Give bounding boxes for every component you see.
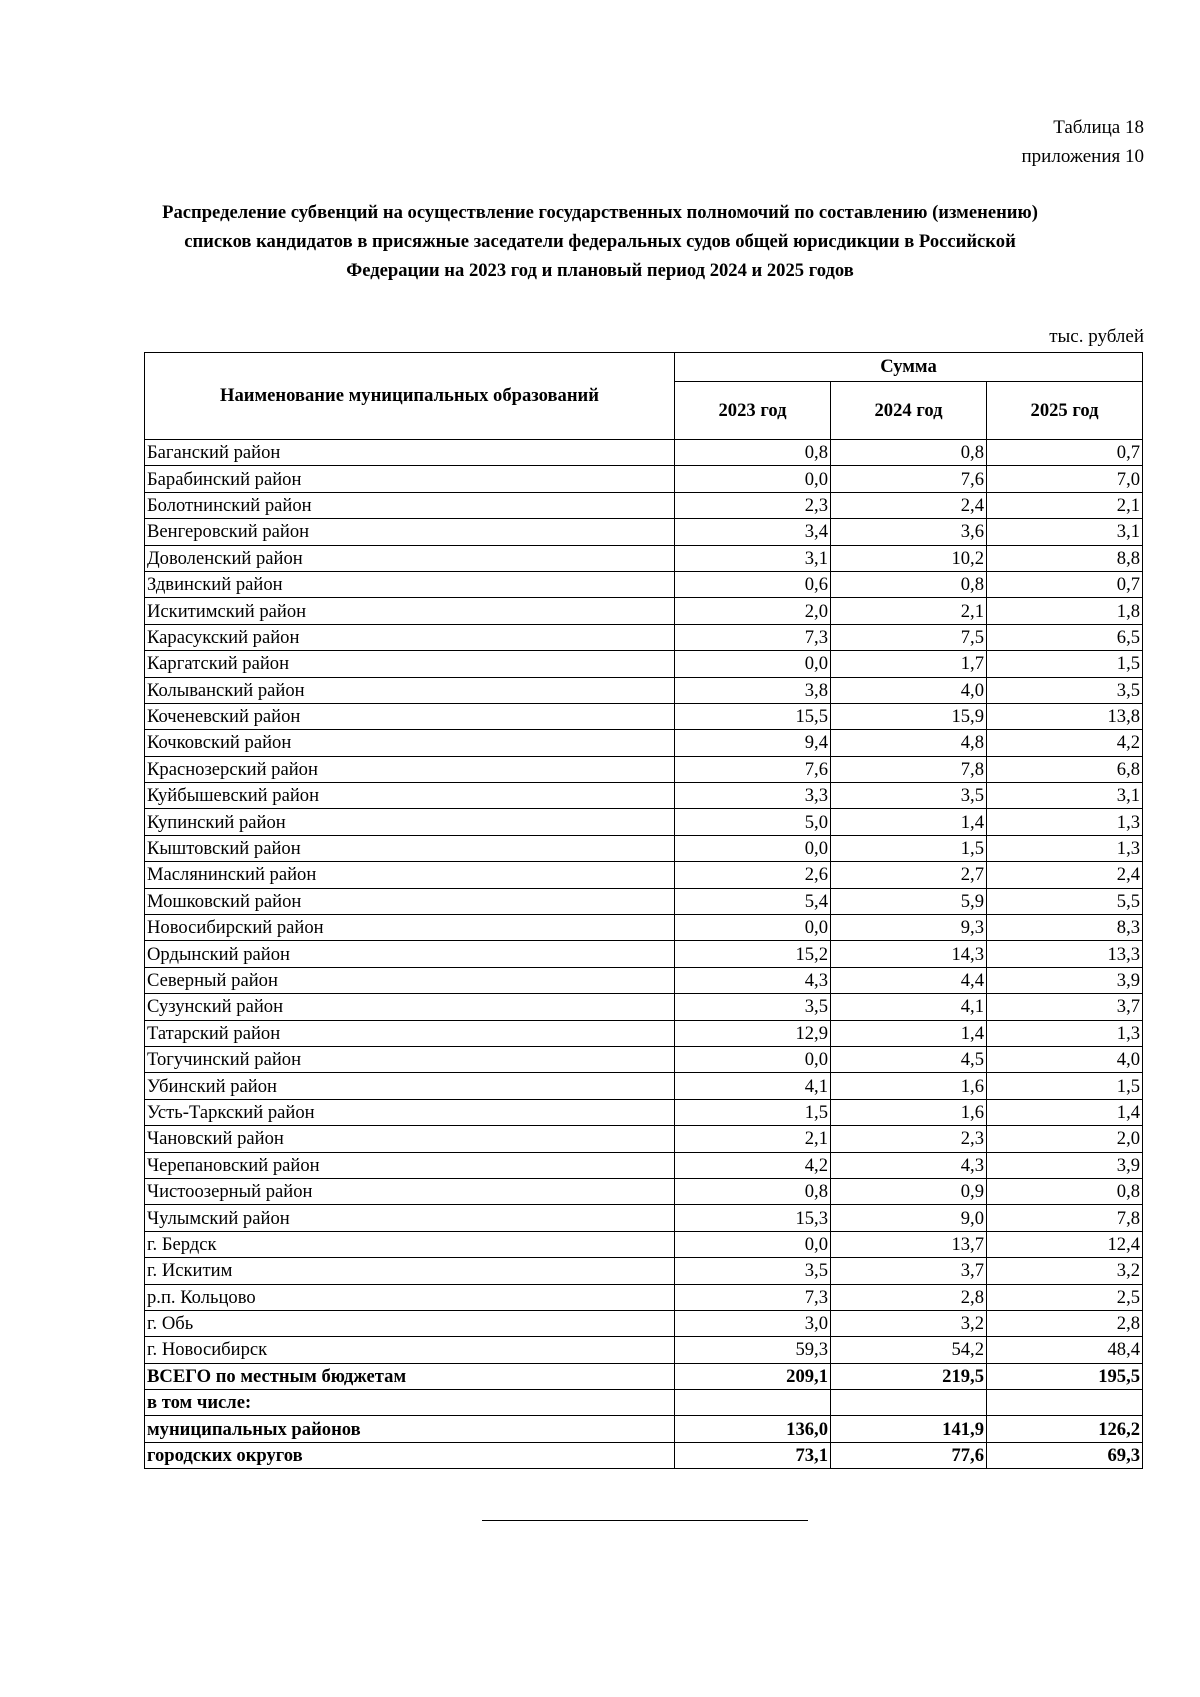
table-row bbox=[145, 1310, 1143, 1336]
amount-2023: 0,0 bbox=[675, 835, 831, 861]
municipality-name: Искитимский район bbox=[145, 598, 675, 624]
amount-2024: 2,8 bbox=[831, 1284, 987, 1310]
amount-2023: 15,2 bbox=[675, 941, 831, 967]
municipality-name: ВСЕГО по местным бюджетам bbox=[145, 1363, 675, 1389]
amount-2024: 4,5 bbox=[831, 1046, 987, 1072]
table-row bbox=[145, 1337, 1143, 1363]
table-row bbox=[145, 730, 1143, 756]
header-sum: Сумма bbox=[675, 353, 1143, 382]
amount-2025: 6,8 bbox=[987, 756, 1143, 782]
amount-2024: 77,6 bbox=[831, 1442, 987, 1468]
amount-2023: 4,3 bbox=[675, 967, 831, 993]
municipality-name: Каргатский район bbox=[145, 651, 675, 677]
amount-2024: 219,5 bbox=[831, 1363, 987, 1389]
amount-2023: 15,5 bbox=[675, 703, 831, 729]
amount-2023: 4,1 bbox=[675, 1073, 831, 1099]
municipality-name: Чулымский район bbox=[145, 1205, 675, 1231]
table-row bbox=[145, 598, 1143, 624]
amount-2025: 7,0 bbox=[987, 466, 1143, 492]
amount-2023: 0,0 bbox=[675, 466, 831, 492]
table-row bbox=[145, 1073, 1143, 1099]
municipality-name: Купинский район bbox=[145, 809, 675, 835]
municipality-name: Новосибирский район bbox=[145, 915, 675, 941]
amount-2025: 1,5 bbox=[987, 651, 1143, 677]
amount-2023: 3,1 bbox=[675, 545, 831, 571]
header-name-column: Наименование муниципальных образований bbox=[145, 353, 675, 440]
amount-2023: 1,5 bbox=[675, 1099, 831, 1125]
amount-2025: 8,8 bbox=[987, 545, 1143, 571]
amount-2024: 2,1 bbox=[831, 598, 987, 624]
amount-2024: 10,2 bbox=[831, 545, 987, 571]
amount-2023: 0,0 bbox=[675, 1231, 831, 1257]
amount-2024: 4,3 bbox=[831, 1152, 987, 1178]
municipality-name: Венгеровский район bbox=[145, 519, 675, 545]
table-row bbox=[145, 1099, 1143, 1125]
municipality-name: Маслянинский район bbox=[145, 862, 675, 888]
amount-2024 bbox=[831, 1390, 987, 1416]
amount-2024: 7,6 bbox=[831, 466, 987, 492]
amount-2023: 7,6 bbox=[675, 756, 831, 782]
amount-2025: 2,1 bbox=[987, 492, 1143, 518]
unit-label: тыс. рублей bbox=[1049, 326, 1144, 347]
table-row bbox=[145, 915, 1143, 941]
amount-2024: 7,8 bbox=[831, 756, 987, 782]
amount-2025: 6,5 bbox=[987, 624, 1143, 650]
table-row bbox=[145, 440, 1143, 466]
amount-2023: 3,5 bbox=[675, 1258, 831, 1284]
municipality-name: Усть-Таркский район bbox=[145, 1099, 675, 1125]
table-row bbox=[145, 1363, 1143, 1389]
appendix-reference: приложения 10 bbox=[1021, 146, 1144, 167]
amount-2024: 5,9 bbox=[831, 888, 987, 914]
amount-2023: 2,1 bbox=[675, 1126, 831, 1152]
amount-2024: 0,8 bbox=[831, 440, 987, 466]
amount-2024: 0,9 bbox=[831, 1178, 987, 1204]
amount-2023: 2,3 bbox=[675, 492, 831, 518]
amount-2025: 5,5 bbox=[987, 888, 1143, 914]
header-year-2023: 2023 год bbox=[675, 382, 831, 440]
table-row bbox=[145, 651, 1143, 677]
table-row bbox=[145, 519, 1143, 545]
municipality-name: Мошковский район bbox=[145, 888, 675, 914]
table-row bbox=[145, 1205, 1143, 1231]
amount-2025: 3,9 bbox=[987, 967, 1143, 993]
municipality-name: Барабинский район bbox=[145, 466, 675, 492]
amount-2025: 13,3 bbox=[987, 941, 1143, 967]
table-row bbox=[145, 1284, 1143, 1310]
amount-2025: 2,5 bbox=[987, 1284, 1143, 1310]
amount-2025: 3,2 bbox=[987, 1258, 1143, 1284]
amount-2024: 2,7 bbox=[831, 862, 987, 888]
header-year-2024: 2024 год bbox=[831, 382, 987, 440]
amount-2023: 0,0 bbox=[675, 1046, 831, 1072]
municipality-name: Карасукский район bbox=[145, 624, 675, 650]
amount-2024: 3,2 bbox=[831, 1310, 987, 1336]
amount-2025: 8,3 bbox=[987, 915, 1143, 941]
table-row bbox=[145, 835, 1143, 861]
amount-2023: 59,3 bbox=[675, 1337, 831, 1363]
table-row bbox=[145, 1416, 1143, 1442]
amount-2024: 3,5 bbox=[831, 783, 987, 809]
table-row bbox=[145, 888, 1143, 914]
amount-2023: 136,0 bbox=[675, 1416, 831, 1442]
table-row bbox=[145, 545, 1143, 571]
municipality-name: Северный район bbox=[145, 967, 675, 993]
amount-2024: 54,2 bbox=[831, 1337, 987, 1363]
municipality-name: Тогучинский район bbox=[145, 1046, 675, 1072]
municipality-name: городских округов bbox=[145, 1442, 675, 1468]
amount-2023: 3,3 bbox=[675, 783, 831, 809]
table-row bbox=[145, 1258, 1143, 1284]
amount-2025: 1,5 bbox=[987, 1073, 1143, 1099]
amount-2025: 3,1 bbox=[987, 519, 1143, 545]
amount-2023: 0,8 bbox=[675, 1178, 831, 1204]
amount-2025: 1,3 bbox=[987, 809, 1143, 835]
municipality-name: г. Обь bbox=[145, 1310, 675, 1336]
header-year-2025: 2025 год bbox=[987, 382, 1143, 440]
table-row bbox=[145, 1046, 1143, 1072]
table-row bbox=[145, 1231, 1143, 1257]
amount-2024: 1,6 bbox=[831, 1073, 987, 1099]
amount-2024: 1,4 bbox=[831, 809, 987, 835]
amount-2025: 0,7 bbox=[987, 440, 1143, 466]
table-reference: Таблица 18 bbox=[1053, 117, 1144, 138]
amount-2025: 195,5 bbox=[987, 1363, 1143, 1389]
amount-2024: 141,9 bbox=[831, 1416, 987, 1442]
amount-2024: 4,8 bbox=[831, 730, 987, 756]
amount-2025: 2,4 bbox=[987, 862, 1143, 888]
amount-2023: 2,0 bbox=[675, 598, 831, 624]
amount-2023: 209,1 bbox=[675, 1363, 831, 1389]
amount-2023: 0,6 bbox=[675, 571, 831, 597]
document-title: Распределение субвенций на осуществление государственных полномочий по составлению (изменению) списков кандидатов в присяжные заседатели федеральных судов общей юрисдикции в Российской Федерации на 2023 год и плановый период 2024 и 2025 годов bbox=[162, 202, 1038, 281]
amount-2023: 5,0 bbox=[675, 809, 831, 835]
amount-2025: 13,8 bbox=[987, 703, 1143, 729]
municipality-name: Ордынский район bbox=[145, 941, 675, 967]
table-row bbox=[145, 941, 1143, 967]
table-row bbox=[145, 492, 1143, 518]
amount-2023: 9,4 bbox=[675, 730, 831, 756]
amount-2025: 3,9 bbox=[987, 1152, 1143, 1178]
amount-2025: 48,4 bbox=[987, 1337, 1143, 1363]
amount-2023: 73,1 bbox=[675, 1442, 831, 1468]
municipality-name: Колыванский район bbox=[145, 677, 675, 703]
amount-2025: 1,3 bbox=[987, 1020, 1143, 1046]
amount-2024: 4,0 bbox=[831, 677, 987, 703]
amount-2025: 3,1 bbox=[987, 783, 1143, 809]
amount-2024: 9,0 bbox=[831, 1205, 987, 1231]
municipality-name: Краснозерский район bbox=[145, 756, 675, 782]
amount-2024: 13,7 bbox=[831, 1231, 987, 1257]
amount-2024: 15,9 bbox=[831, 703, 987, 729]
amount-2024: 3,6 bbox=[831, 519, 987, 545]
amount-2025: 1,8 bbox=[987, 598, 1143, 624]
amount-2024: 1,7 bbox=[831, 651, 987, 677]
municipality-name: в том числе: bbox=[145, 1390, 675, 1416]
amount-2024: 2,4 bbox=[831, 492, 987, 518]
table-row bbox=[145, 756, 1143, 782]
municipality-name: Убинский район bbox=[145, 1073, 675, 1099]
amount-2025: 3,5 bbox=[987, 677, 1143, 703]
amount-2025 bbox=[987, 1390, 1143, 1416]
amount-2024: 14,3 bbox=[831, 941, 987, 967]
table-row bbox=[145, 1152, 1143, 1178]
amount-2023: 12,9 bbox=[675, 1020, 831, 1046]
amount-2023: 7,3 bbox=[675, 624, 831, 650]
amount-2023 bbox=[675, 1390, 831, 1416]
table-row bbox=[145, 862, 1143, 888]
amount-2024: 2,3 bbox=[831, 1126, 987, 1152]
municipality-name: Болотнинский район bbox=[145, 492, 675, 518]
amount-2023: 3,8 bbox=[675, 677, 831, 703]
amount-2023: 0,8 bbox=[675, 440, 831, 466]
municipality-name: Сузунский район bbox=[145, 994, 675, 1020]
amount-2023: 4,2 bbox=[675, 1152, 831, 1178]
municipality-name: р.п. Кольцово bbox=[145, 1284, 675, 1310]
amount-2025: 4,0 bbox=[987, 1046, 1143, 1072]
municipality-name: Чистоозерный район bbox=[145, 1178, 675, 1204]
municipality-name: г. Искитим bbox=[145, 1258, 675, 1284]
amount-2024: 4,4 bbox=[831, 967, 987, 993]
table-row bbox=[145, 1020, 1143, 1046]
subvention-table bbox=[144, 352, 1143, 1469]
table-row bbox=[145, 783, 1143, 809]
table-row bbox=[145, 624, 1143, 650]
municipality-name: Баганский район bbox=[145, 440, 675, 466]
amount-2023: 5,4 bbox=[675, 888, 831, 914]
table-row bbox=[145, 703, 1143, 729]
amount-2025: 7,8 bbox=[987, 1205, 1143, 1231]
municipality-name: Чановский район bbox=[145, 1126, 675, 1152]
amount-2024: 0,8 bbox=[831, 571, 987, 597]
amount-2023: 3,4 bbox=[675, 519, 831, 545]
municipality-name: г. Новосибирск bbox=[145, 1337, 675, 1363]
table-row bbox=[145, 1126, 1143, 1152]
amount-2025: 2,8 bbox=[987, 1310, 1143, 1336]
amount-2023: 0,0 bbox=[675, 651, 831, 677]
amount-2025: 12,4 bbox=[987, 1231, 1143, 1257]
amount-2023: 3,5 bbox=[675, 994, 831, 1020]
municipality-name: муниципальных районов bbox=[145, 1416, 675, 1442]
amount-2024: 1,6 bbox=[831, 1099, 987, 1125]
municipality-name: Кочковский район bbox=[145, 730, 675, 756]
amount-2024: 9,3 bbox=[831, 915, 987, 941]
amount-2023: 15,3 bbox=[675, 1205, 831, 1231]
amount-2024: 4,1 bbox=[831, 994, 987, 1020]
table-row bbox=[145, 466, 1143, 492]
municipality-name: г. Бердск bbox=[145, 1231, 675, 1257]
amount-2023: 3,0 bbox=[675, 1310, 831, 1336]
amount-2025: 4,2 bbox=[987, 730, 1143, 756]
table-row bbox=[145, 967, 1143, 993]
municipality-name: Куйбышевский район bbox=[145, 783, 675, 809]
amount-2025: 1,4 bbox=[987, 1099, 1143, 1125]
table-row bbox=[145, 809, 1143, 835]
table-row bbox=[145, 677, 1143, 703]
municipality-name: Кыштовский район bbox=[145, 835, 675, 861]
amount-2023: 2,6 bbox=[675, 862, 831, 888]
amount-2025: 0,7 bbox=[987, 571, 1143, 597]
table-row bbox=[145, 994, 1143, 1020]
municipality-name: Черепановский район bbox=[145, 1152, 675, 1178]
end-divider bbox=[482, 1520, 808, 1521]
amount-2024: 1,5 bbox=[831, 835, 987, 861]
table-row bbox=[145, 1178, 1143, 1204]
municipality-name: Доволенский район bbox=[145, 545, 675, 571]
amount-2024: 3,7 bbox=[831, 1258, 987, 1284]
table-row bbox=[145, 1442, 1143, 1468]
amount-2025: 126,2 bbox=[987, 1416, 1143, 1442]
amount-2025: 1,3 bbox=[987, 835, 1143, 861]
municipality-name: Татарский район bbox=[145, 1020, 675, 1046]
amount-2023: 7,3 bbox=[675, 1284, 831, 1310]
table-row bbox=[145, 571, 1143, 597]
amount-2025: 0,8 bbox=[987, 1178, 1143, 1204]
amount-2025: 69,3 bbox=[987, 1442, 1143, 1468]
amount-2024: 1,4 bbox=[831, 1020, 987, 1046]
table-row bbox=[145, 1390, 1143, 1416]
amount-2025: 3,7 bbox=[987, 994, 1143, 1020]
amount-2025: 2,0 bbox=[987, 1126, 1143, 1152]
amount-2023: 0,0 bbox=[675, 915, 831, 941]
municipality-name: Коченевский район bbox=[145, 703, 675, 729]
municipality-name: Здвинский район bbox=[145, 571, 675, 597]
amount-2024: 7,5 bbox=[831, 624, 987, 650]
table-body bbox=[145, 440, 1143, 1469]
